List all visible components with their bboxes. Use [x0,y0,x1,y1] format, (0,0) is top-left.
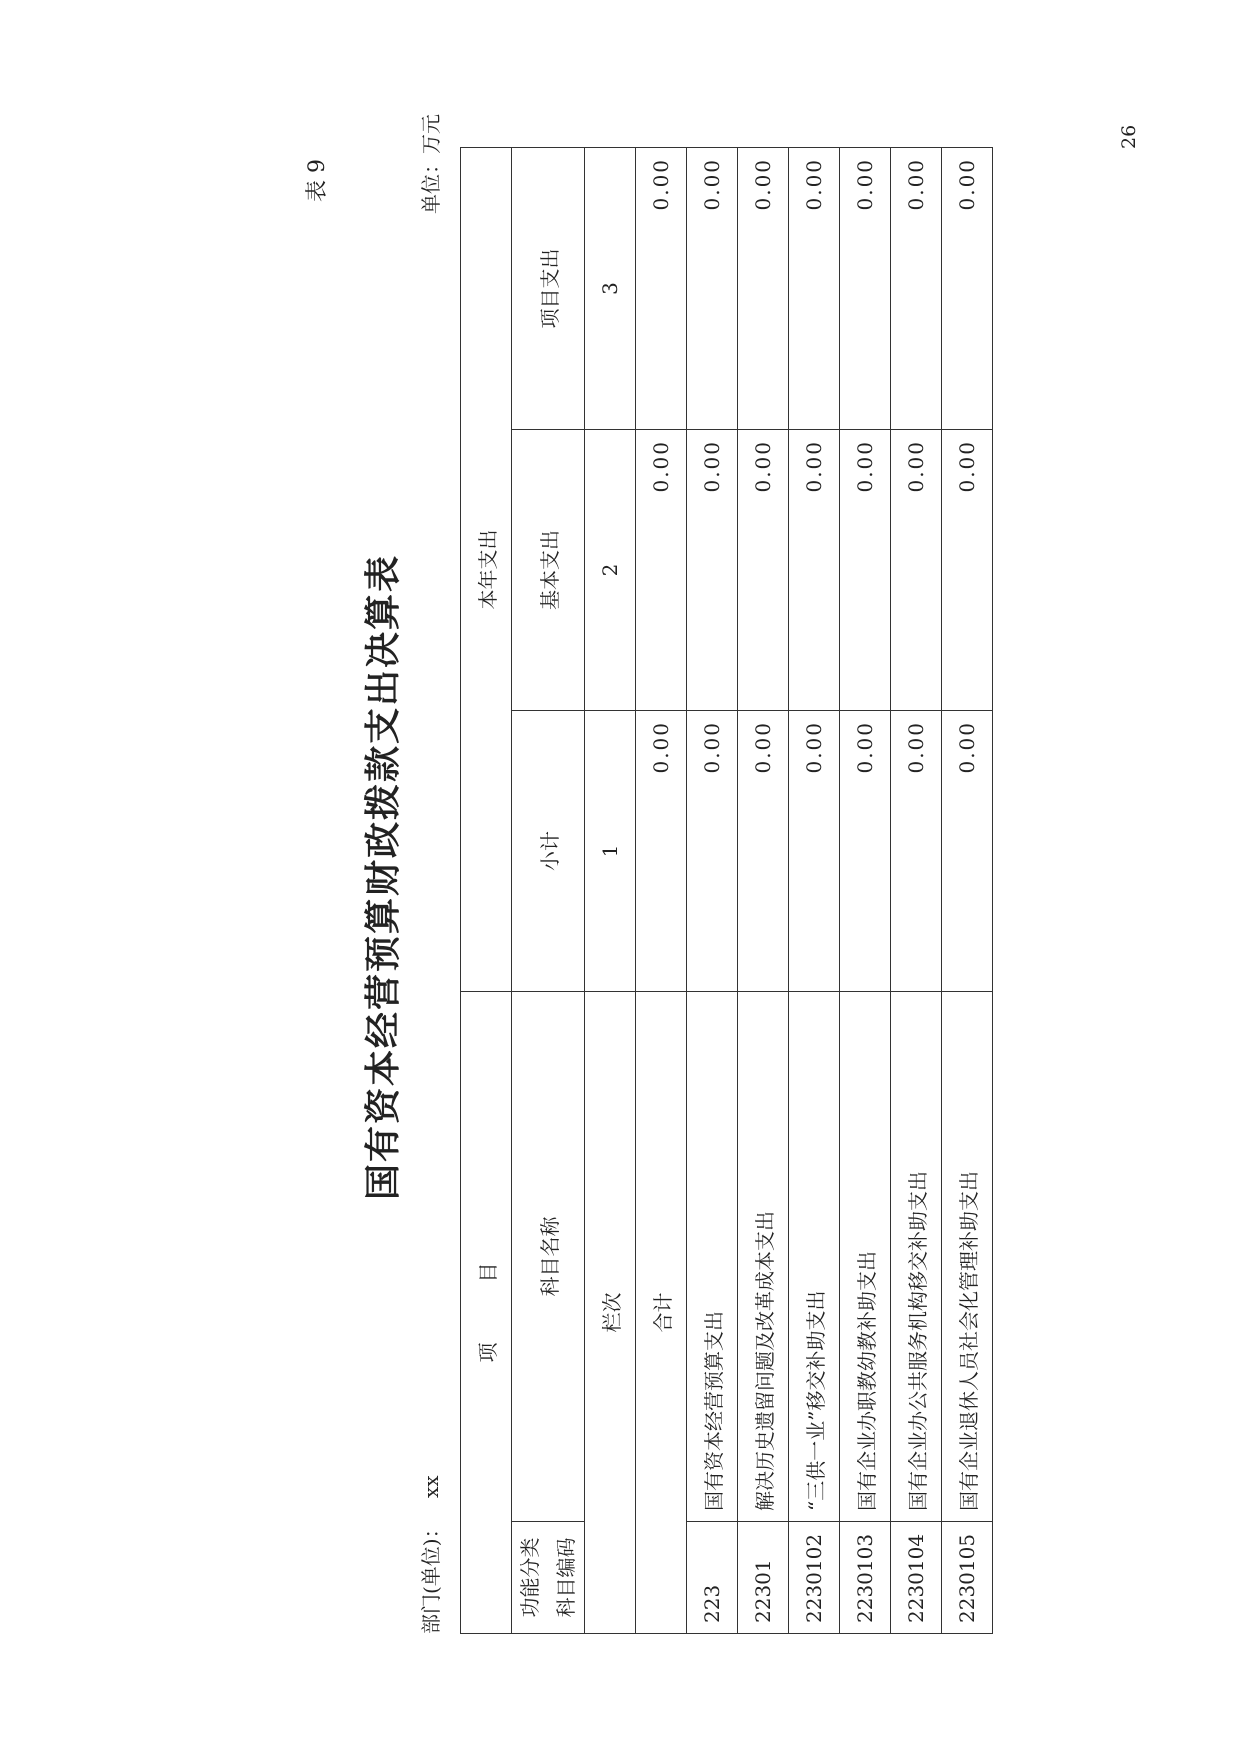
subject-name: “三供一业”移交补助支出 [789,992,840,1522]
column-number-row [585,147,636,1633]
subtotal-value: 0.00 [687,711,738,992]
department-line [415,1475,444,1634]
budget-table [460,147,993,1634]
subtotal-value: 0.00 [942,711,993,992]
subject-name: 国有资本经营预算支出 [687,992,738,1522]
subject-name: 解决历史遗留问题及改革成本支出 [738,992,789,1522]
page-number: 26 [1118,124,1140,149]
subtotal-value: 0.00 [789,711,840,992]
project-value: 0.00 [891,147,942,429]
column-number: 3 [585,147,636,429]
table-number: 表 9 [305,159,330,202]
table-row [687,147,738,1633]
subject-code: 223 [687,1522,738,1634]
subtotal-value: 0.00 [738,711,789,992]
total-basic: 0.00 [636,430,687,711]
total-label: 合计 [636,992,687,1634]
column-number: 1 [585,711,636,992]
document-title: 国有资本经营预算财政拨款支出决算表 [362,554,404,1201]
header-subtotal: 小计 [512,711,585,992]
total-project: 0.00 [636,147,687,429]
column-number-label: 栏次 [585,992,636,1634]
unit-label: 单位：万元 [419,114,443,214]
header-row-1 [461,147,512,1633]
basic-value: 0.00 [891,430,942,711]
project-value: 0.00 [840,147,891,429]
table-row [789,147,840,1633]
header-function-class [512,1522,585,1634]
basic-value: 0.00 [789,430,840,711]
header-subject-code-label: 科目编码 [554,1537,578,1618]
project-value: 0.00 [942,147,993,429]
department-label: 部门(单位)： [419,1518,443,1634]
basic-value: 0.00 [687,430,738,711]
subject-name: 国有企业办职教幼教补助支出 [840,992,891,1522]
basic-value: 0.00 [840,430,891,711]
project-value: 0.00 [687,147,738,429]
header-basic-expense: 基本支出 [512,430,585,711]
total-subtotal: 0.00 [636,711,687,992]
subject-code: 2230103 [840,1522,891,1634]
header-project-expense: 项目支出 [512,147,585,429]
table-row [891,147,942,1633]
subject-name: 国有企业办公共服务机构移交补助支出 [891,992,942,1522]
subject-code: 2230102 [789,1522,840,1634]
header-func-class-label: 功能分类 [518,1537,542,1618]
project-value: 0.00 [789,147,840,429]
total-row [636,147,687,1633]
header-current-year: 本年支出 [461,147,512,991]
header-subject-name: 科目名称 [512,992,585,1522]
subject-code: 2230104 [891,1522,942,1634]
header-item: 项 目 [461,992,512,1634]
subtotal-value: 0.00 [891,711,942,992]
column-number: 2 [585,430,636,711]
basic-value: 0.00 [942,430,993,711]
department-value: xx [419,1475,443,1499]
project-value: 0.00 [738,147,789,429]
table-row [942,147,993,1633]
subtotal-value: 0.00 [840,711,891,992]
table-row [840,147,891,1633]
table-row [738,147,789,1633]
subject-code: 2230105 [942,1522,993,1634]
subject-name: 国有企业退休人员社会化管理补助支出 [942,992,993,1522]
subject-code: 22301 [738,1522,789,1634]
basic-value: 0.00 [738,430,789,711]
